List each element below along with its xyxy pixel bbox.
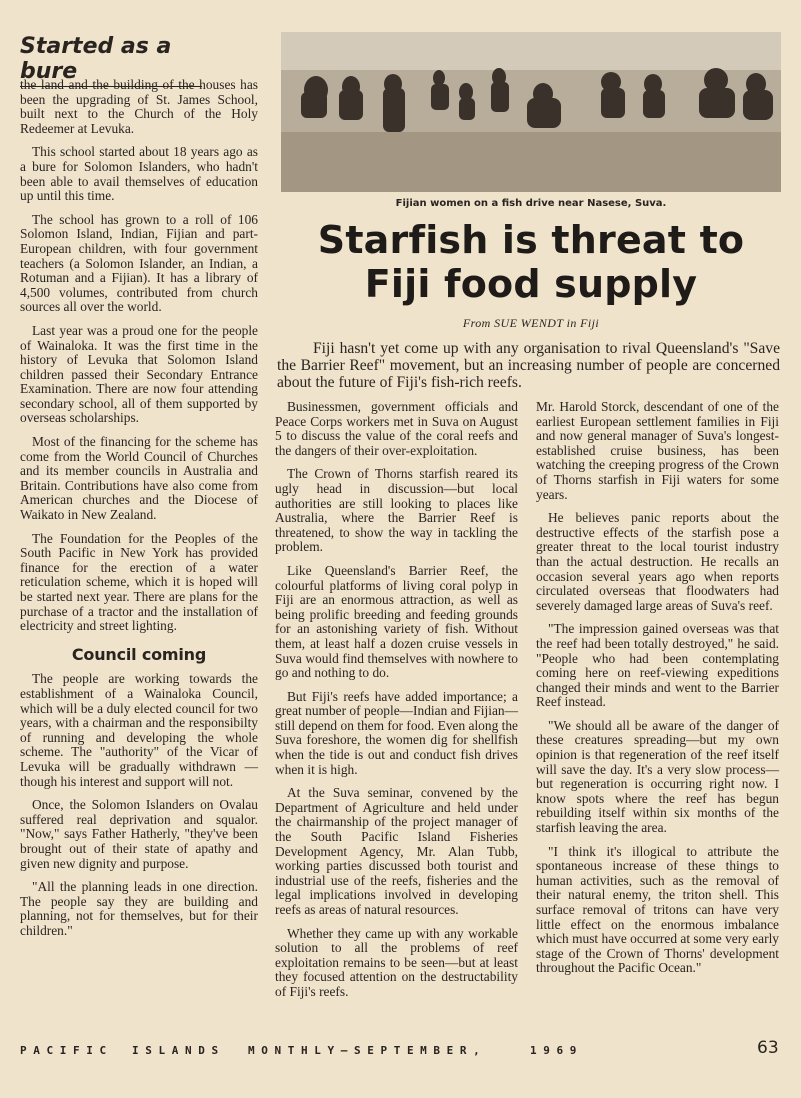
headline-line-1: Starfish is threat to	[317, 218, 745, 262]
photo-caption: Fijian women on a fish drive near Nasese, Suva.	[395, 198, 667, 209]
paragraph: Businessmen, government officials and Peace Corps workers met in Suva on August 5 to discuss the value of the coral reefs and the dangers of their over-exploitation.	[275, 399, 518, 458]
paragraph: the land and the building of the houses has been the upgrading of St. James School, built next to the Church of the Holy Redeemer at Levuka.	[20, 77, 258, 136]
middle-column	[275, 400, 518, 1009]
paragraph: "The impression gained overseas was that the reef had been totally destroyed," he said. "People who had been contemplating coming here on reef-viewing expeditions changed their minds and went to the Barrier Reef instead.	[536, 621, 779, 710]
paragraph: Whether they came up with any workable solution to all the problems of reef exploitation remains to be seen—but at least they focused attention on the destructability of Fiji's reefs.	[275, 925, 518, 999]
paragraph: The Crown of Thorns starfish reared its ugly head in discussion—but local authorities are still looking to places like Australia, where the Barrier Reef is threatened, to show the way in tackling the problem.	[275, 466, 518, 555]
headline-line-2: Fiji food supply	[364, 262, 698, 306]
left-column	[20, 78, 258, 947]
footer-islands: I S L A N D S	[132, 1044, 219, 1057]
subheading: Council coming	[71, 644, 207, 664]
byline: From SUE WENDT in Fiji	[462, 316, 600, 330]
page-number: 63	[757, 1038, 779, 1058]
paragraph: Like Queensland's Barrier Reef, the colourful platforms of living coral polyp in Fiji are an enormous attraction, as well as being prolific breeding and feeding grounds for an astonishing variety of fish. Without them, at least half a dozen cruise vessels in Suva would find themselves with nowhere to go and nothing to do.	[275, 562, 518, 681]
intro-paragraph: Fiji hasn't yet come up with any organisation to rival Queensland's "Save the Barrier Reef" movement, but an increasing number of people are concerned about the future of Fiji's fish-rich reefs.	[277, 340, 780, 392]
paragraph: Most of the financing for the scheme has come from the World Council of Churches and its member councils in Australia and Britain. Contributions have also come from American churches and the Diocese of Waikato in New Zealand.	[20, 434, 258, 523]
paragraph: This school started about 18 years ago as a bure for Solomon Islanders, who hadn't been able to avail themselves of education up until this time.	[20, 144, 258, 204]
paragraph: He believes panic reports about the destructive effects of the starfish pose a greater threat to the local tourist industry than the actual destruction. He recalls an occasion several years ago when reports circulated overseas that floodwaters had severely damaged large areas of Suva's reef.	[536, 510, 779, 613]
paragraph: But Fiji's reefs have added importance; a great number of people—Indian and Fijian—still depend on them for food. Even along the Suva foreshore, the women dig for shellfish when the tide is out and conduct fish drives when it is high.	[275, 688, 518, 777]
paragraph: "All the planning leads in one direction. The people say they are building and planning, not for themselves, but for their children."	[20, 879, 258, 938]
section-title: Started as a bure	[20, 34, 202, 87]
paragraph: Mr. Harold Storck, descendant of one of the earliest European settlement families in Fiji and now general manager of Suva's longest-established cruise business, has been watching the creeping progress of the Crown of Thorns starfish in Fiji waters for some years.	[536, 399, 779, 502]
right-column	[536, 400, 779, 985]
photo-image	[281, 32, 781, 192]
paragraph: Last year was a proud one for the people of Wainaloka. It was the first time in the history of Levuka that Solomon Island children passed their Secondary Entrance Examination. There are now four attending secondary school, all of them supported by overseas scholarships.	[20, 322, 258, 426]
headline	[281, 218, 781, 306]
paragraph: At the Suva seminar, convened by the Department of Agriculture and held under the chairmanship of the project manager of the South Pacific Island Fisheries Development Agency, Mr. Alan Tubb, working parties discussed both tourist and industrial use of the reefs, fisheries and the legal implications involved in developing reefs as areas of natural resources.	[275, 785, 518, 917]
footer-year: 1 9 6 9	[530, 1044, 577, 1057]
footer-monthly: M O N T H L Y — S E P T E M B E R ,	[248, 1044, 480, 1057]
paragraph: The people are working towards the establishment of a Wainaloka Council, which will be a duly elected council for two years, with a chairman and the responsibilty of running and developing the whole scheme. The "authority" of the Vicar of Levuka will be gradually withdrawn —though his interest and support will not.	[20, 671, 258, 789]
paragraph: "I think it's illogical to attribute the spontaneous increase of these things to human activities, such as the removal of their natural enemy, the triton shell. This surface removal of tritons can have very little effect on the enormous imbalance which must have occurred at some very early stage of the Crown of Thorns' development throughout the Pacific Ocean."	[536, 843, 779, 976]
footer-pacific: P A C I F I C	[20, 1044, 107, 1057]
paragraph: The school has grown to a roll of 106 Solomon Island, Indian, Fijian and part-European children, with four government teachers (a Solomon Islander, an Indian, a Rotuman and a Fijian). It has a library of 4,500 volumes, contributed from church sources all over the world.	[20, 211, 258, 315]
fish-drive-photo	[281, 32, 781, 192]
paragraph: The Foundation for the Peoples of the South Pacific in New York has provided finance for the erection of a water reticulation scheme, which it is hoped will be started next year. There are plans for the purchase of a tractor and the installation of electricity and street lighting.	[20, 530, 258, 634]
paragraph: "We should all be aware of the danger of these creatures spreading—but my own opinion is that regeneration of the reef itself will save the day. It's a very slow process—but regeneration is occurring right now. I know spots where the reef has begun rebuilding itself within six months of the starfish leaving the area.	[536, 717, 779, 836]
paragraph: Once, the Solomon Islanders on Ovalau suffered real deprivation and squalor. "Now," says Father Hatherly, "they've been brought out of their state of apathy and given new dignity and purpose.	[20, 797, 258, 871]
